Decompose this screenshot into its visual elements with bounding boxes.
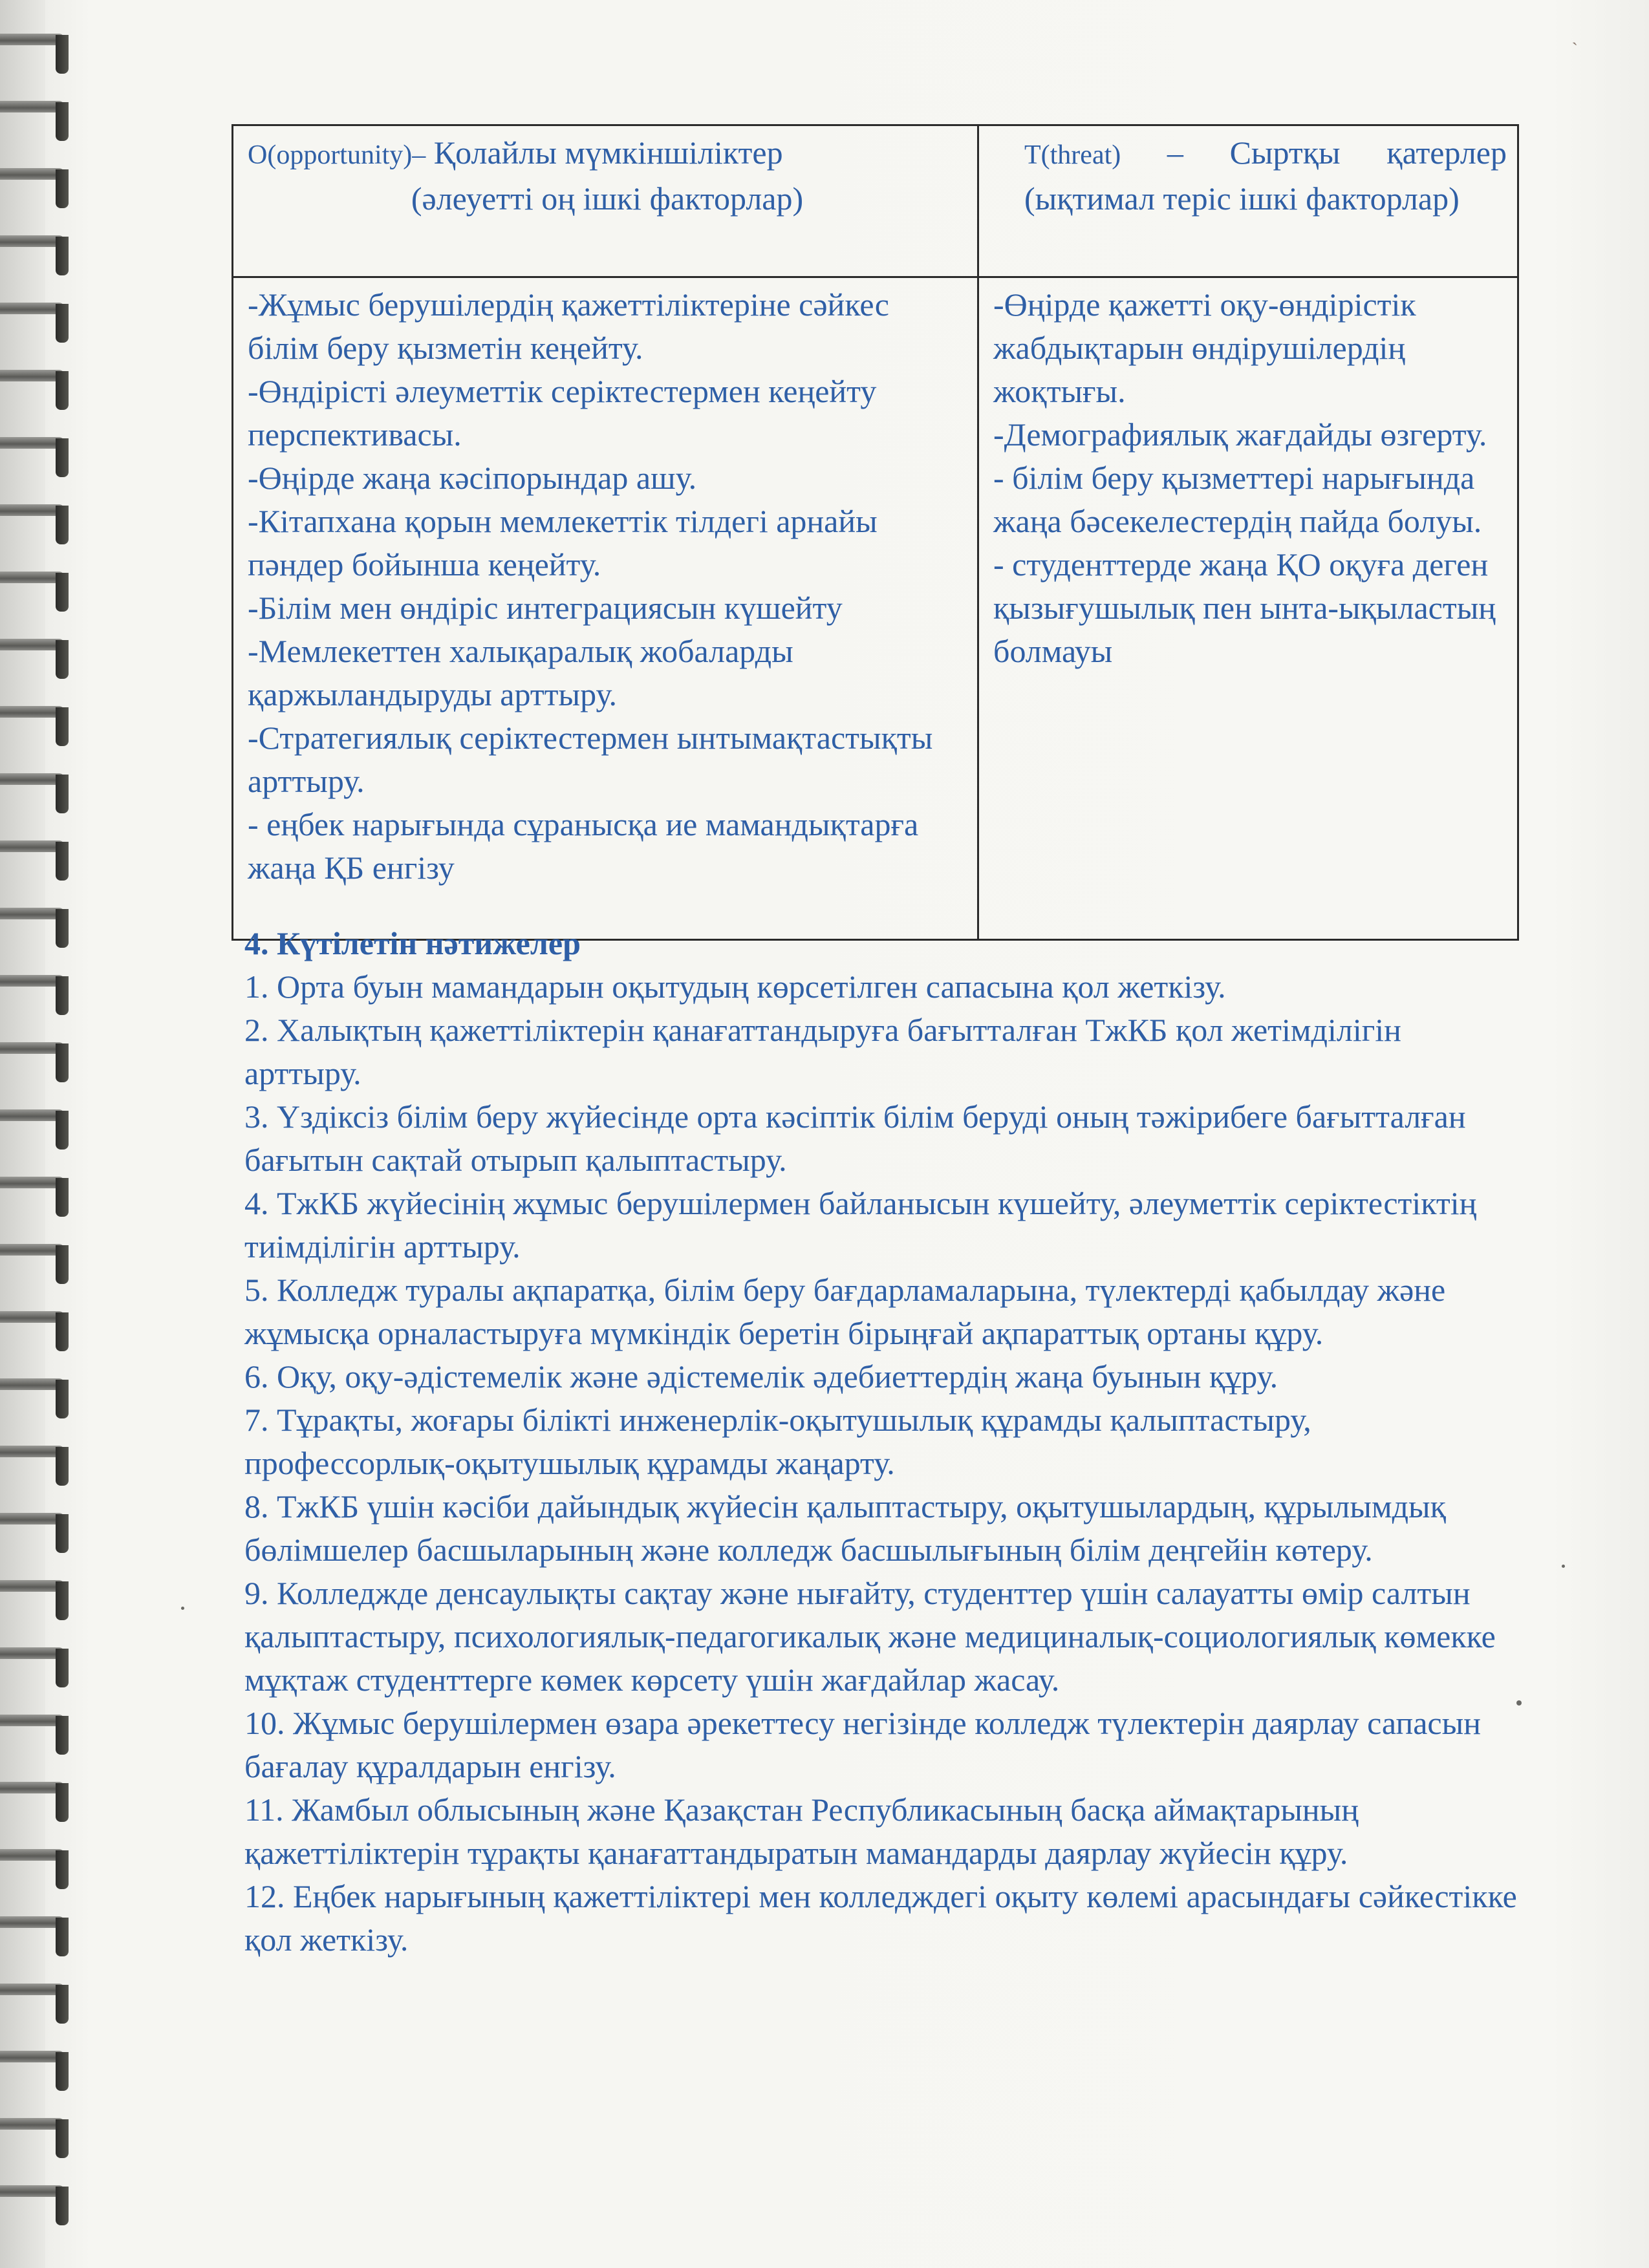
section-heading: 4. Күтілетін нәтижелер [244, 925, 581, 961]
ring-bar [0, 1782, 65, 1793]
opportunity-title: Қолайлы мүмкіншіліктер [426, 134, 783, 171]
binding-ring [0, 1438, 72, 1466]
result-item: 6. Оқу, оқу-әдістемелік және әдістемелік әдебиеттердің жаңа буынын құру. [244, 1358, 1278, 1395]
binding-ring [0, 1371, 72, 1399]
binding-ring [0, 1303, 72, 1332]
ring-bar [0, 1042, 65, 1054]
opportunity-item: -Стратегиялық серіктестермен ынтымақтастықты арттыру. [248, 720, 933, 799]
binding-ring [0, 1102, 72, 1130]
ring-bar [0, 1849, 65, 1861]
ring-bar [0, 1446, 65, 1457]
opportunity-prefix: O(opportunity)– [248, 140, 426, 170]
ring-hook [56, 842, 69, 881]
result-item: 2. Халықтың қажеттіліктерін қанағаттандыруға бағытталған ТжКБ қол жетімділігін арттыру. [244, 1012, 1401, 1091]
result-item: 4. ТжКБ жүйесінің жұмыс берушілермен байланысын күшейту, әлеуметтік серіктестіктің тиімділігін арттыру. [244, 1185, 1477, 1265]
result-item: 8. ТжКБ үшін кәсіби дайындық жүйесін қалыптастыру, оқытушылардың, құрылымдық бөлімшелер басшыларының және колледж басшылығының білім деңгейін көтеру. [244, 1488, 1446, 1568]
ring-bar [0, 572, 65, 583]
binding-ring [0, 833, 72, 861]
expected-results-section [244, 922, 1518, 1962]
binding-ring [0, 1572, 72, 1601]
ring-bar [0, 168, 65, 180]
ring-bar [0, 2051, 65, 2062]
binding-ring [0, 1505, 72, 1534]
ring-bar [0, 370, 65, 381]
ring-bar [0, 1647, 65, 1659]
ring-hook [56, 1716, 69, 1755]
binding-ring [0, 765, 72, 794]
opportunity-item: -Мемлекеттен халықаралық жобаларды қаржыландыруды арттыру. [248, 633, 793, 712]
binding-ring [0, 631, 72, 659]
threat-item: -Өңірде қажетті оқу-өндірістік жабдықтарын өндірушілердің жоқтығы. [993, 286, 1416, 409]
ring-bar [0, 908, 65, 919]
binding-ring [0, 497, 72, 525]
ring-hook [56, 1245, 69, 1284]
binding-ring [0, 1909, 72, 1937]
result-item: 3. Үздіксіз білім беру жүйесінде орта кәсіптік білім беруді оның тәжірибеге бағытталған бағытын сақтай отырып қалыптастыру. [244, 1098, 1466, 1178]
ring-bar [0, 773, 65, 785]
ring-bar [0, 639, 65, 650]
ring-hook [56, 237, 69, 275]
swot-header-row [233, 125, 1518, 277]
binding-ring [0, 1841, 72, 1870]
opportunity-item: -Жұмыс берушілердің қажеттіліктеріне сәйкес білім беру қызметін кеңейту. [248, 286, 889, 366]
ring-bar [0, 437, 65, 449]
ring-bar [0, 840, 65, 852]
ring-bar [0, 1109, 65, 1121]
ring-hook [56, 35, 69, 74]
ring-bar [0, 706, 65, 718]
scan-speck [1562, 1565, 1565, 1568]
threat-item: - білім беру қызметтері нарығында жаңа бәсекелестердің пайда болуы. [993, 460, 1482, 539]
ring-hook [56, 1447, 69, 1486]
binding-ring [0, 967, 72, 996]
binding-ring [0, 295, 72, 323]
ring-bar [0, 504, 65, 516]
binding-ring [0, 26, 72, 54]
binding-ring [0, 1976, 72, 2004]
ring-hook [56, 2119, 69, 2158]
corner-mark: ˎ [1571, 26, 1578, 46]
ring-hook [56, 976, 69, 1015]
ring-hook [56, 1514, 69, 1553]
binding-ring [0, 228, 72, 256]
threat-header [978, 125, 1518, 277]
ring-hook [56, 304, 69, 343]
ring-hook [56, 1850, 69, 1889]
threat-title: – Сыртқы қатерлер (ықтимал теріс ішкі факторлар) [1024, 134, 1507, 217]
ring-hook [56, 506, 69, 544]
ring-hook [56, 1985, 69, 2024]
ring-bar [0, 2185, 65, 2197]
binding-ring [0, 564, 72, 592]
binding-ring [0, 1169, 72, 1197]
binding-ring [0, 1034, 72, 1063]
binding-ring [0, 1774, 72, 1803]
opportunity-item: -Кітапхана қорын мемлекеттік тілдегі арнайы пәндер бойынша кеңейту. [248, 503, 878, 583]
ring-hook [56, 438, 69, 477]
ring-bar [0, 1177, 65, 1188]
binding-ring [0, 698, 72, 727]
scan-speck [181, 1607, 184, 1610]
binding-ring [0, 1707, 72, 1735]
opportunity-header [233, 125, 978, 277]
ring-hook [56, 1312, 69, 1351]
ring-hook [56, 102, 69, 141]
ring-bar [0, 235, 65, 247]
ring-bar [0, 34, 65, 45]
ring-bar [0, 101, 65, 112]
threat-item: - студенттерде жаңа ҚО оқуға деген қызығушылық пен ынта-ықыластың болмауы [993, 546, 1496, 669]
ring-bar [0, 1916, 65, 1928]
opportunity-item: -Білім мен өндіріс интеграциясын күшейту [248, 590, 843, 626]
ring-hook [56, 640, 69, 679]
binding-ring [0, 900, 72, 928]
ring-hook [56, 1380, 69, 1418]
binding-ring [0, 93, 72, 122]
opportunity-item: -Өңірде жаңа кәсіпорындар ашу. [248, 460, 697, 496]
binding-ring [0, 160, 72, 189]
ring-bar [0, 1311, 65, 1323]
ring-bar [0, 303, 65, 314]
opportunities-cell [233, 277, 978, 940]
binding-ring [0, 2177, 72, 2206]
ring-hook [56, 169, 69, 208]
opportunity-subtitle: (әлеуетті оң ішкі факторлар) [411, 180, 804, 217]
ring-hook [56, 707, 69, 746]
result-item: 10. Жұмыс берушілермен өзара әрекеттесу негізінде колледж түлектерін даярлау сапасын бағалау құралдарын енгізу. [244, 1705, 1481, 1784]
ring-bar [0, 1984, 65, 1995]
ring-hook [56, 1783, 69, 1822]
result-item: 12. Еңбек нарығының қажеттіліктері мен колледждегі оқыту көлемі арасындағы сәйкестікке қол жеткізу. [244, 1878, 1517, 1958]
binding-ring [0, 2043, 72, 2071]
ring-bar [0, 1580, 65, 1592]
result-item: 11. Жамбыл облысының және Қазақстан Республикасының басқа аймақтарының қажеттіліктерін тұрақты қанағаттандыратын мамандарды даярлау жүйесін құру. [244, 1792, 1359, 1871]
threats-cell [978, 277, 1518, 940]
ring-hook [56, 1043, 69, 1082]
result-item: 5. Колледж туралы ақпаратқа, білім беру бағдарламаларына, түлектерді қабылдау және жұмысқа орналастыруға мүмкіндік беретін бірыңғай ақпараттық ортаны құру. [244, 1272, 1446, 1351]
ring-hook [56, 1111, 69, 1150]
opportunity-item: - еңбек нарығында сұранысқа ие мамандықтарға жаңа ҚБ енгізу [248, 806, 919, 886]
binding-ring [0, 362, 72, 390]
result-item: 1. Орта буын мамандарын оқытудың көрсетілген сапасына қол жеткізу. [244, 968, 1226, 1005]
ring-bar [0, 1715, 65, 1726]
ring-hook [56, 1649, 69, 1687]
ring-bar [0, 1378, 65, 1390]
swot-table [232, 124, 1519, 941]
binding-ring [0, 1236, 72, 1265]
threat-prefix: T(threat) [1024, 140, 1121, 170]
ring-hook [56, 371, 69, 410]
ring-bar [0, 1513, 65, 1524]
ring-hook [56, 1178, 69, 1217]
swot-body-row [233, 277, 1518, 940]
opportunity-item: -Өндірісті әлеуметтік серіктестермен кеңейту перспективасы. [248, 373, 877, 453]
ring-hook [56, 573, 69, 612]
binding-ring [0, 429, 72, 458]
ring-hook [56, 2052, 69, 2091]
ring-hook [56, 909, 69, 948]
result-item: 7. Тұрақты, жоғары білікті инженерлік-оқытушылық құрамды қалыптастыру, профессорлық-оқытушылық құрамды жаңарту. [244, 1402, 1311, 1481]
ring-hook [56, 1581, 69, 1620]
threat-item: -Демографиялық жағдайды өзгерту. [993, 416, 1487, 453]
ring-bar [0, 1244, 65, 1256]
ring-hook [56, 2187, 69, 2225]
ring-hook [56, 1918, 69, 1956]
ring-hook [56, 775, 69, 813]
binding-ring [0, 1640, 72, 1668]
ring-bar [0, 2118, 65, 2130]
result-item: 9. Колледжде денсаулықты сақтау және нығайту, студенттер үшін салауатты өмір салтын қалыптастыру, психологиялық-педагогикалық және медициналық-социологиялық көмекке мұқтаж студенттерге көмек көрсету үшін жағдайлар жасау. [244, 1575, 1496, 1698]
binding-ring [0, 2110, 72, 2139]
ring-bar [0, 975, 65, 987]
